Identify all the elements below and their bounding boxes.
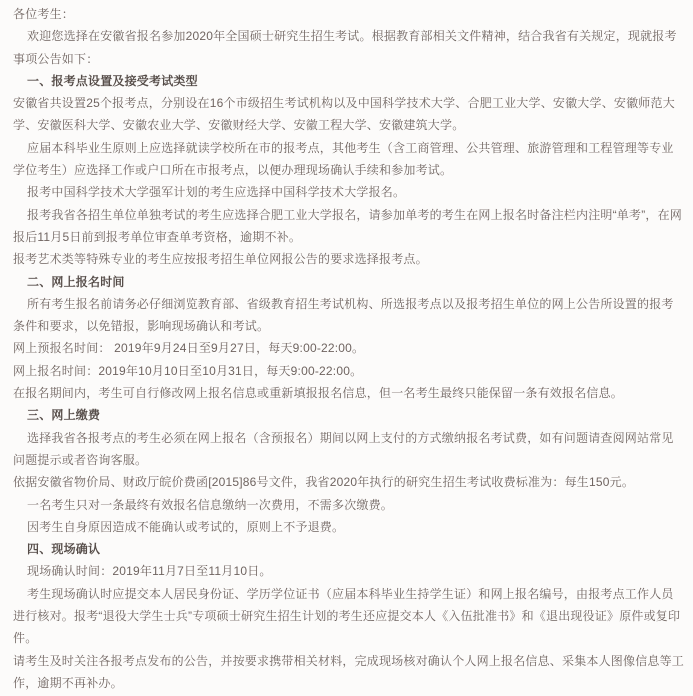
text-line: 选择我省各报考点的考生必须在网上报名（含预报名）期间以网上支付的方式缴纳报名考试费，如有问题请查阅网站常见 — [27, 430, 674, 445]
text-line: 在报名期间内，考生可自行修改网上报名信息或重新填报报名信息，但一名考生最终只能保留一条有效报名信息。 — [13, 386, 624, 401]
text-line: 因考生自身原因造成不能确认或考试的，原则上不予退费。 — [27, 519, 345, 534]
text-line: 学、安徽医科大学、安徽农业大学、安徽财经大学、安徽工程大学、安徽建筑大学。 — [13, 118, 465, 133]
text-line: 考生现场确认时应提交本人居民身份证、学历学位证书（应届本科毕业生持学生证）和网上报名编号，由报考点工作人员 — [27, 586, 674, 601]
text-line: 所有考生报名前请务必仔细浏览教育部、省级教育招生考试机构、所选报考点以及报考招生单位的网上公告所设置的报考 — [27, 296, 674, 311]
salutation-line: 各位考生： — [13, 7, 75, 21]
section-heading-1: 一、报考点设置及接受考试类型 — [27, 73, 198, 88]
text-line: 学位考生）应选择工作或户口所在市报考点，以便办理现场确认手续和参加考试。 — [13, 163, 453, 178]
text-line: 请考生及时关注各报考点发布的公告，并按要求携带相关材料，完成现场核对确认个人网上报名信息、采集本人图像信息等工 — [13, 653, 685, 668]
text-line: 事项公告如下： — [13, 51, 99, 66]
text-line: 报考艺术类等特殊专业的考生应按报考招生单位网报公告的要求选择报考点。 — [13, 252, 428, 267]
text-line: 问题提示或者咨询客服。 — [13, 452, 148, 467]
text-line: 一名考生只对一条最终有效报名信息缴纳一次费用，不需多次缴费。 — [27, 497, 394, 512]
section-heading-4: 四、现场确认 — [27, 542, 101, 557]
text-line: 应届本科毕业生原则上应选择就读学校所在市的报考点，其他考生（含工商管理、公共管理、旅游管理和工程管理等专业 — [27, 140, 674, 155]
text-line: 安徽省共设置25个报考点，分别设在16个市级招生考试机构以及中国科学技术大学、合肥工业大学、安徽大学、安徽师范大 — [13, 96, 675, 111]
registration-time-line: 网上报名时间：2019年10月10日至10月31日，每天9:00-22:00。 — [13, 363, 363, 378]
text-line: 件。 — [13, 631, 38, 646]
text-line: 报考中国科学技术大学强军计划的考生应选择中国科学技术大学报名。 — [27, 185, 406, 200]
section-heading-2: 二、网上报名时间 — [27, 274, 125, 289]
onsite-confirm-time-line: 现场确认时间：2019年11月7日至11月10日。 — [27, 564, 272, 579]
text-line: 报后11月5日前到报考单位审查单考资格，逾期不补。 — [13, 229, 302, 244]
text-line: 进行核对。报考“退役大学生士兵”专项硕士研究生招生计划的考生还应提交本人《入伍批准书》和《退出现役证》原件或复印 — [13, 609, 681, 624]
section-heading-3: 三、网上缴费 — [27, 408, 101, 423]
text-line: 作，逾期不再补办。 — [13, 675, 123, 690]
text-line: 报考我省各招生单位单独考试的考生应选择合肥工业大学报名，请参加单考的考生在网上报名时备注栏内注明“单考”，在网 — [27, 207, 682, 222]
text-line: 欢迎您选择在安徽省报名参加2020年全国硕士研究生招生考试。根据教育部相关文件精神，结合我省有关规定，现就报考 — [27, 29, 677, 44]
text-line: 条件和要求，以免错报，影响现场确认和考试。 — [13, 319, 270, 334]
fee-standard-line: 依据安徽省物价局、财政厅皖价费函[2015]86号文件，我省2020年执行的研究生招生考试收费标准为：每生150元。 — [13, 475, 635, 490]
pre-registration-time-line: 网上预报名时间： 2019年9月24日至9月27日，每天9:00-22:00。 — [13, 341, 365, 356]
